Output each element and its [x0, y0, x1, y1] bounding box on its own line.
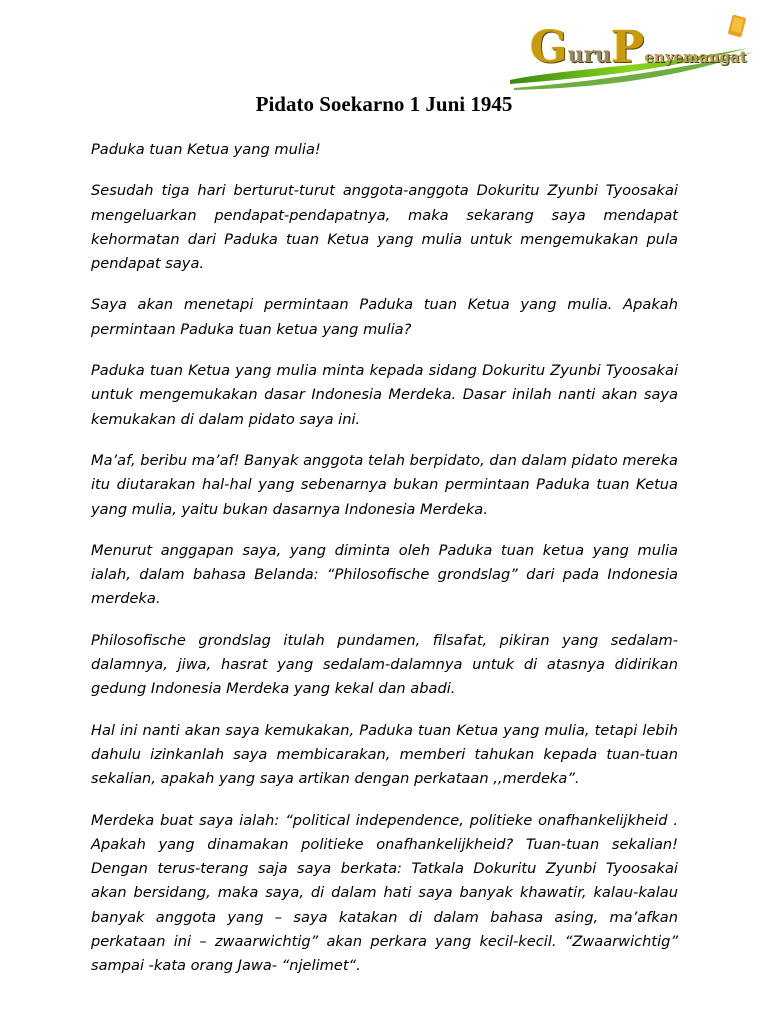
- paragraph-6: Menurut anggapan saya, yang diminta oleh Paduka tuan ketua yang mulia ialah, dalam bahasa Belanda: “Philosofische grondslag” dari pada Indonesia merdeka.: [91, 541, 678, 608]
- paragraph-2: Sesudah tiga hari berturut-turut anggota-anggota Dokuritu Zyunbi Tyoosakai mengeluarkan pendapat-pendapatnya, maka sekarang saya mendapat kehormatan dari Paduka tuan Ketua yang mulia untuk mengemukakan pula pendapat saya.: [91, 182, 678, 273]
- logo-text-enyemangat: enyemangat: [644, 48, 747, 66]
- logo-text-uru: uru: [567, 42, 612, 68]
- paragraph-4: Paduka tuan Ketua yang mulia minta kepada sidang Dokuritu Zyunbi Tyoosakai untuk mengemukakan dasar Indonesia Merdeka. Dasar inilah nanti akan saya kemukakan di dalam pidato saya ini.: [91, 362, 678, 428]
- document-title: Pidato Soekarno 1 Juni 1945: [255, 92, 513, 116]
- logo-letter-g: G: [530, 22, 568, 73]
- paragraph-1: Paduka tuan Ketua yang mulia!: [91, 141, 321, 158]
- paragraph-9: Merdeka buat saya ialah: “political independence, politieke onafhankelijkheid . Apakah yang dinamakan politieke onafhankelijkheid? Tuan-tuan sekalian! Dengan terus-terang saja saya berkata: Tatkala Dokuritu Zyunbi Tyoosakai akan bersidang, maka saya, di dalam hati saya banyak khawatir, kalau-kalau banyak anggota yang – saya katakan di dalam bahasa asing, ma’afkan perkataan ini – zwaarwichtig” akan perkara yang kecil-kecil. “Zwaarwichtig” sampai -kata orang Jawa- “njelimet“.: [91, 811, 678, 975]
- guru-penyemangat-logo: [508, 8, 758, 90]
- paragraph-5: Ma’af, beribu ma’af! Banyak anggota telah berpidato, dan dalam pidato mereka itu diutarakan hal-hal yang sebenarnya bukan permintaan Paduka tuan Ketua yang mulia, yaitu bukan dasarnya Indonesia Merdeka.: [91, 451, 678, 518]
- paragraph-7: Philosofische grondslag itulah pundamen, filsafat, pikiran yang sedalam-dalamnya, jiwa, hasrat yang sedalam-dalamnya untuk di atasnya didirikan gedung Indonesia Merdeka yang kekal dan abadi.: [91, 631, 678, 698]
- document-body: [91, 138, 678, 996]
- logo-wordmark: [530, 22, 747, 73]
- logo-letter-p: P: [611, 22, 645, 73]
- paragraph-3: Saya akan menetapi permintaan Paduka tuan Ketua yang mulia. Apakah permintaan Paduka tuan ketua yang mulia?: [91, 296, 678, 338]
- paragraph-8: Hal ini nanti akan saya kemukakan, Paduka tuan Ketua yang mulia, tetapi lebih dahulu izinkanlah saya membicarakan, memberi tahukan kepada tuan-tuan sekalian, apakah yang saya artikan dengan perkataan ,,merdeka”.: [91, 721, 678, 788]
